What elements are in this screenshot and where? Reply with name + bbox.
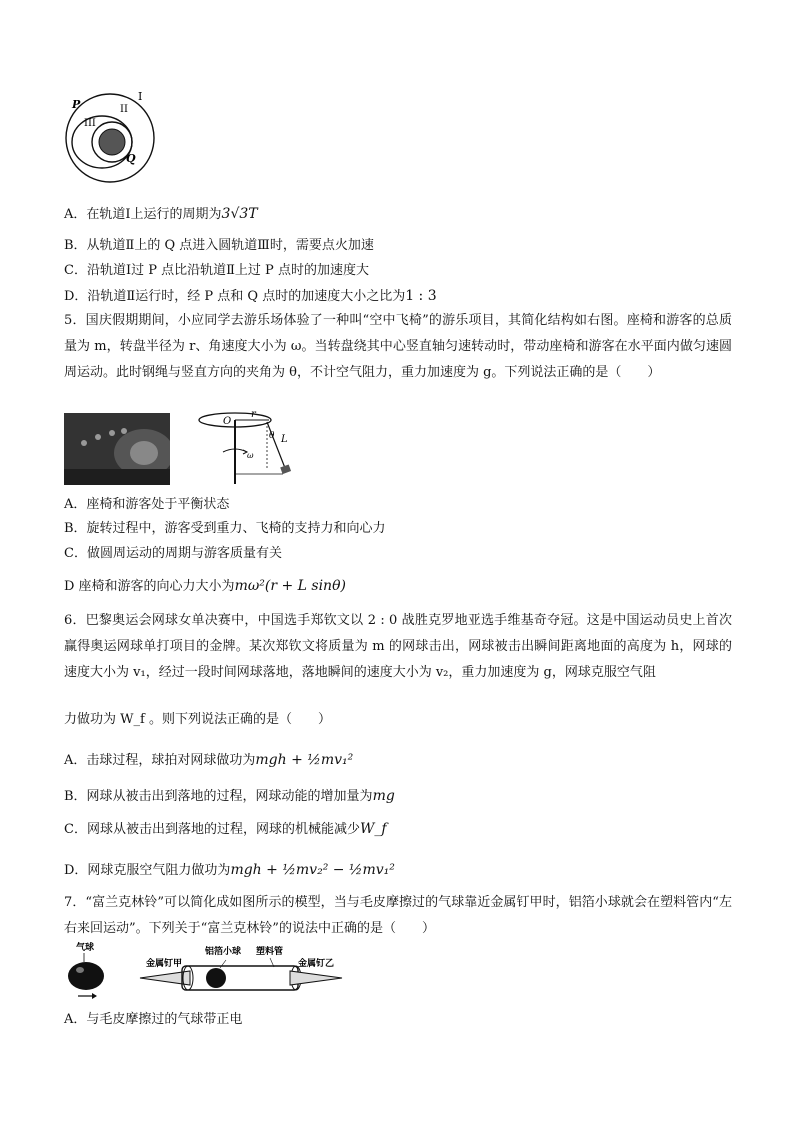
label-foil-ball: 铝箔小球	[205, 947, 242, 957]
q6-d-formula: mgh + ½mv₂² − ½mv₁²	[230, 862, 395, 878]
q6-stem-end: 力做功为 W_f 。则下列说法正确的是（ ）	[64, 712, 331, 727]
label-q: Q	[126, 152, 136, 165]
q6-a-formula: mgh + ½mv₁²	[255, 752, 354, 768]
q5-option-b: B．旋转过程中，游客受到重力、飞椅的支持力和向心力	[64, 521, 386, 536]
label-r: r	[251, 409, 256, 420]
label-nail-a: 金属钉甲	[146, 959, 183, 969]
plastic-tube	[182, 966, 298, 990]
label-omega: ω	[247, 451, 254, 460]
q4-option-b: B．从轨道Ⅱ上的 Q 点进入圆轨道Ⅲ时，需要点火加速	[64, 238, 374, 253]
q4-option-a: A．在轨道Ⅰ上运行的周期为3√3T	[64, 206, 258, 222]
q4-option-c: C．沿轨道Ⅰ过 P 点比沿轨道Ⅱ上过 P 点时的加速度大	[64, 263, 369, 278]
label-ii: II	[120, 104, 128, 115]
q4-a-formula: 3√3T	[221, 206, 258, 222]
label-nail-b: 金属钉乙	[298, 959, 335, 969]
label-p: P	[72, 98, 81, 111]
q6-b-formula: mg	[372, 788, 395, 804]
nail-b	[290, 971, 342, 985]
q4-d-ratio: 1 : 3	[405, 288, 437, 304]
seat	[280, 464, 291, 474]
motion-arrow	[92, 993, 97, 999]
q7-option-a: A．与毛皮摩擦过的气球带正电	[64, 1012, 243, 1027]
q5-option-a: A．座椅和游客处于平衡状态	[64, 497, 230, 512]
balloon	[68, 962, 104, 990]
q5-option-c: C．做圆周运动的周期与游客质量有关	[64, 546, 282, 561]
franklin-bell-figure	[60, 940, 360, 1006]
q6-c-formula: W_f	[359, 821, 387, 837]
label-plastic-tube: 塑料管	[256, 947, 284, 957]
planet	[99, 129, 125, 155]
q6-option-c: C．网球从被击出到落地的过程，网球的机械能减少W_f	[64, 821, 387, 837]
ride-photo	[64, 413, 170, 485]
label-l: L	[281, 434, 288, 445]
label-theta: θ	[269, 431, 275, 441]
q5-stem: 5．国庆假期期间，小应同学去游乐场体验了一种叫“空中飞椅”的游乐项目，其简化结构如右图。座椅和游客的总质量为 m，转盘半径为 r、角速度大小为 ω。当转盘绕其中心竖直轴匀速转动时，带动座椅和游客在水平面内做匀速圆周运动。此时钢绳与竖直方向的夹角为 θ，不计空气阻力，重力加速度为 g。下列说法正确的是（ ）	[64, 313, 732, 380]
foil-ball	[206, 968, 226, 988]
q5-d-formula: mω²(r + L sinθ)	[234, 578, 346, 594]
q6-stem: 6．巴黎奥运会网球女单决赛中，中国选手郑钦文以 2 : 0 战胜克罗地亚选手维基奇夺冠。这是中国运动员史上首次赢得奥运网球单打项目的金牌。某次郑钦文将质量为 m 的网球击出，网球被击出瞬间距离地面的高度为 h，网球的速度大小为 v₁，经过一段时间网球落地，落地瞬间的速度大小为 v₂，重力加速度为 g，网球克服空气阻	[64, 613, 732, 680]
label-iii: III	[84, 118, 96, 129]
q7-stem: 7．“富兰克林铃”可以简化成如图所示的模型，当与毛皮摩擦过的气球靠近金属钉甲时，铝箔小球就会在塑料管内“左右来回运动”。下列关于“富兰克林铃”的说法中正确的是（ ）	[64, 895, 732, 936]
label-balloon: 气球	[76, 943, 95, 953]
cable	[267, 422, 285, 468]
orbit-figure	[60, 86, 160, 186]
label-i: I	[138, 90, 143, 103]
ride-schematic	[195, 408, 305, 488]
label-o: O	[223, 416, 232, 427]
q6-option-d: D．网球克服空气阻力做功为mgh + ½mv₂² − ½mv₁²	[64, 862, 395, 878]
q5-option-d: D 座椅和游客的向心力大小为mω²(r + L sinθ)	[64, 578, 346, 594]
q6-option-a: A．击球过程，球拍对网球做功为mgh + ½mv₁²	[64, 752, 354, 768]
q6-option-b: B．网球从被击出到落地的过程，网球动能的增加量为mg	[64, 788, 395, 804]
q4-option-d: D．沿轨道Ⅱ运行时，经 P 点和 Q 点时的加速度大小之比为1 : 3	[64, 288, 437, 304]
